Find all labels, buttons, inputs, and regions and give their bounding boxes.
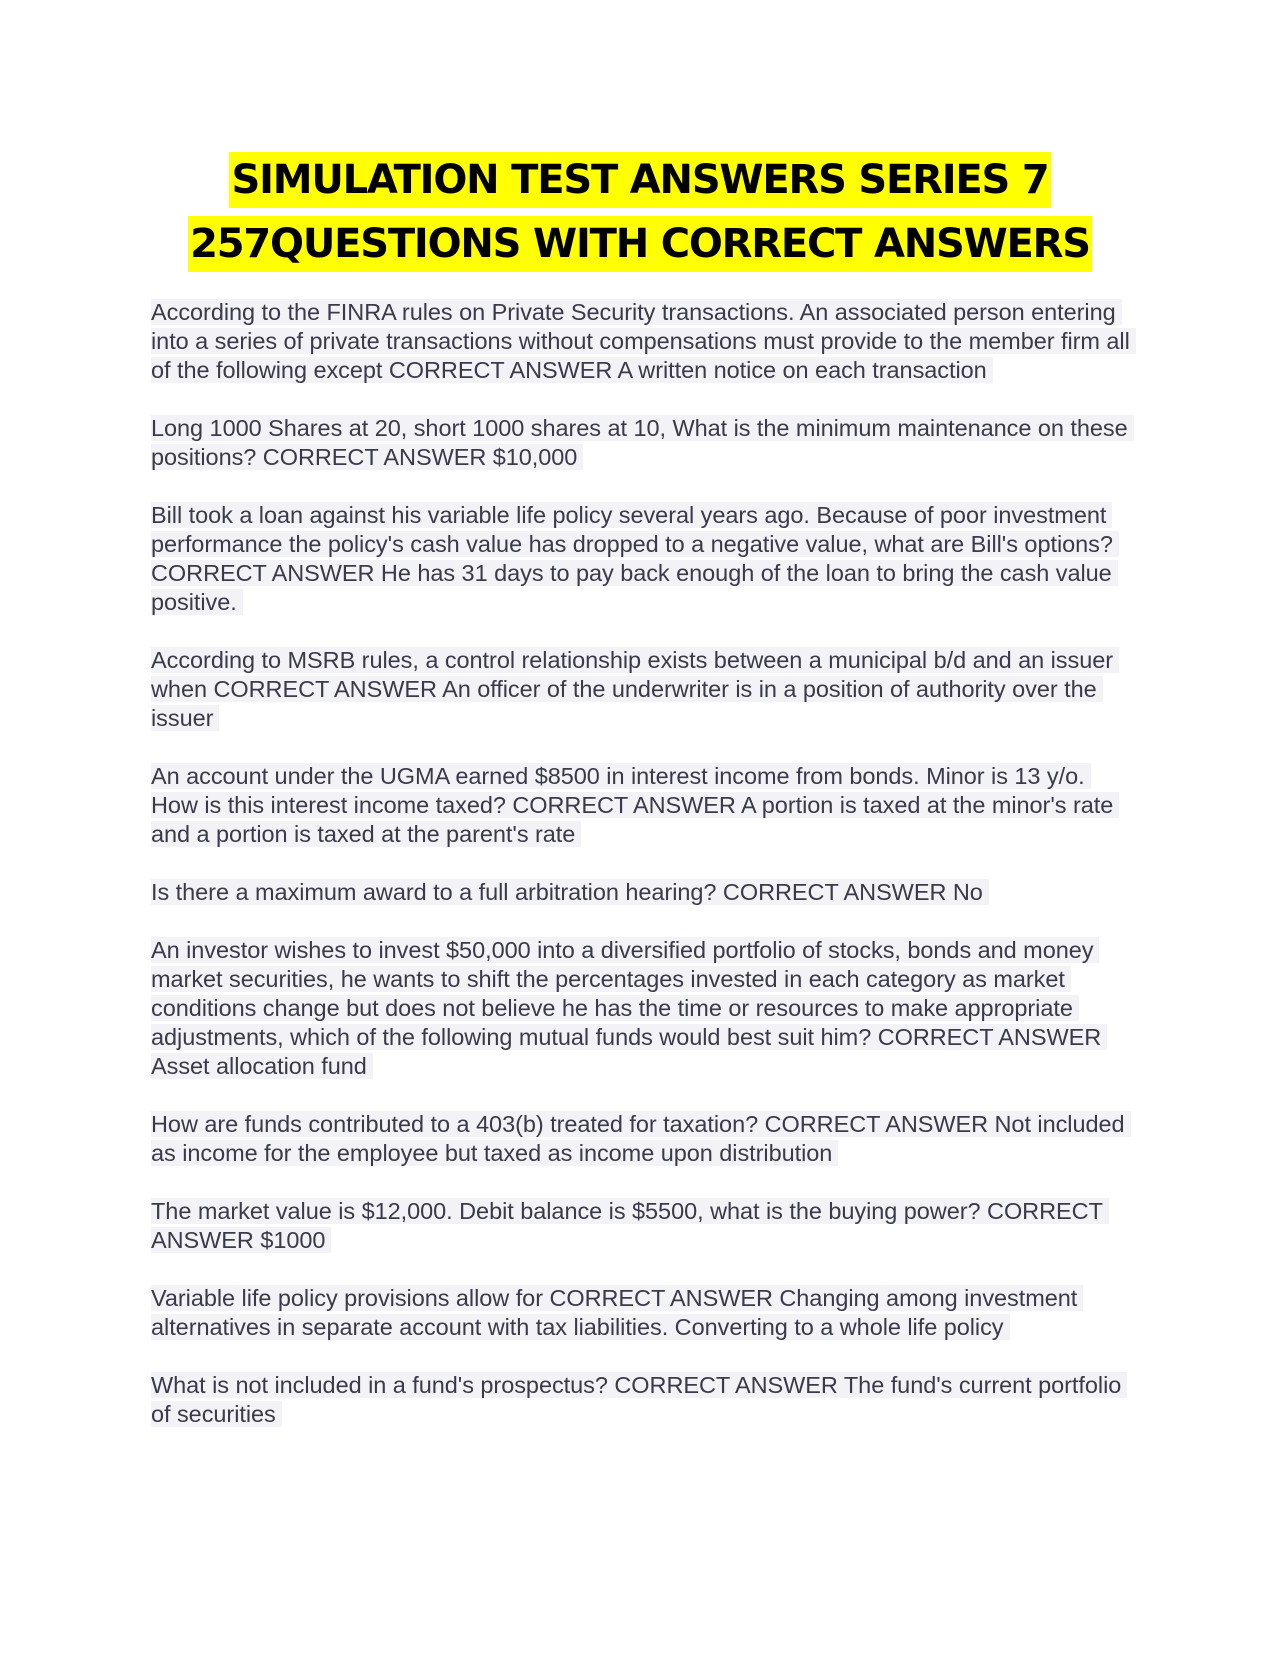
qa-text: Variable life policy provisions allow for CORRECT ANSWER Changing among investment alternatives in separate account with tax liabilities. Converting to a whole life policy — [151, 1285, 1083, 1340]
qa-item — [151, 1197, 1131, 1255]
qa-text: The market value is $12,000. Debit balance is $5500, what is the buying power? CORRECT ANSWER $1000 — [151, 1198, 1109, 1253]
qa-text: Long 1000 Shares at 20, short 1000 shares at 10, What is the minimum maintenance on these positions? CORRECT ANSWER $10,000 — [151, 415, 1134, 470]
qa-item — [151, 878, 1131, 907]
document-title — [0, 152, 1280, 280]
qa-item — [151, 936, 1131, 1081]
qa-text: An account under the UGMA earned $8500 in interest income from bonds. Minor is 13 y/o. How is this interest income taxed? CORRECT ANSWER A portion is taxed at the minor's rate and a portion is taxed at the parent's rate — [151, 763, 1119, 847]
qa-text: What is not included in a fund's prospectus? CORRECT ANSWER The fund's current portfolio of securities — [151, 1372, 1127, 1427]
qa-text: How are funds contributed to a 403(b) treated for taxation? CORRECT ANSWER Not included as income for the employee but taxed as income upon distribution — [151, 1111, 1131, 1166]
qa-item — [151, 646, 1131, 733]
qa-text: According to the FINRA rules on Private Security transactions. An associated person entering into a series of private transactions without compensations must provide to the member firm all of the following except CORRECT ANSWER A written notice on each transaction — [151, 299, 1136, 383]
qa-list — [151, 298, 1131, 1458]
qa-text: Bill took a loan against his variable life policy several years ago. Because of poor investment performance the policy's cash value has dropped to a negative value, what are Bill's options? CORRECT ANSWER He has 31 days to pay back enough of the loan to bring the cash value positive. — [151, 502, 1119, 615]
qa-item — [151, 1284, 1131, 1342]
title-line-1: SIMULATION TEST ANSWERS SERIES 7 — [229, 152, 1050, 208]
qa-item — [151, 1371, 1131, 1429]
qa-text: According to MSRB rules, a control relationship exists between a municipal b/d and an issuer when CORRECT ANSWER An officer of the underwriter is in a position of authority over the issuer — [151, 647, 1119, 731]
qa-item — [151, 762, 1131, 849]
qa-item — [151, 501, 1131, 617]
qa-item — [151, 298, 1131, 385]
qa-item — [151, 1110, 1131, 1168]
qa-text: An investor wishes to invest $50,000 into a diversified portfolio of stocks, bonds and money market securities, he wants to shift the percentages invested in each category as market conditions change but does not believe he has the time or resources to make appropriate adjustments, which of the following mutual funds would best suit him? CORRECT ANSWER Asset allocation fund — [151, 937, 1107, 1079]
title-line-2: 257QUESTIONS WITH CORRECT ANSWERS — [188, 216, 1092, 272]
qa-text: Is there a maximum award to a full arbitration hearing? CORRECT ANSWER No — [151, 879, 989, 905]
qa-item — [151, 414, 1131, 472]
